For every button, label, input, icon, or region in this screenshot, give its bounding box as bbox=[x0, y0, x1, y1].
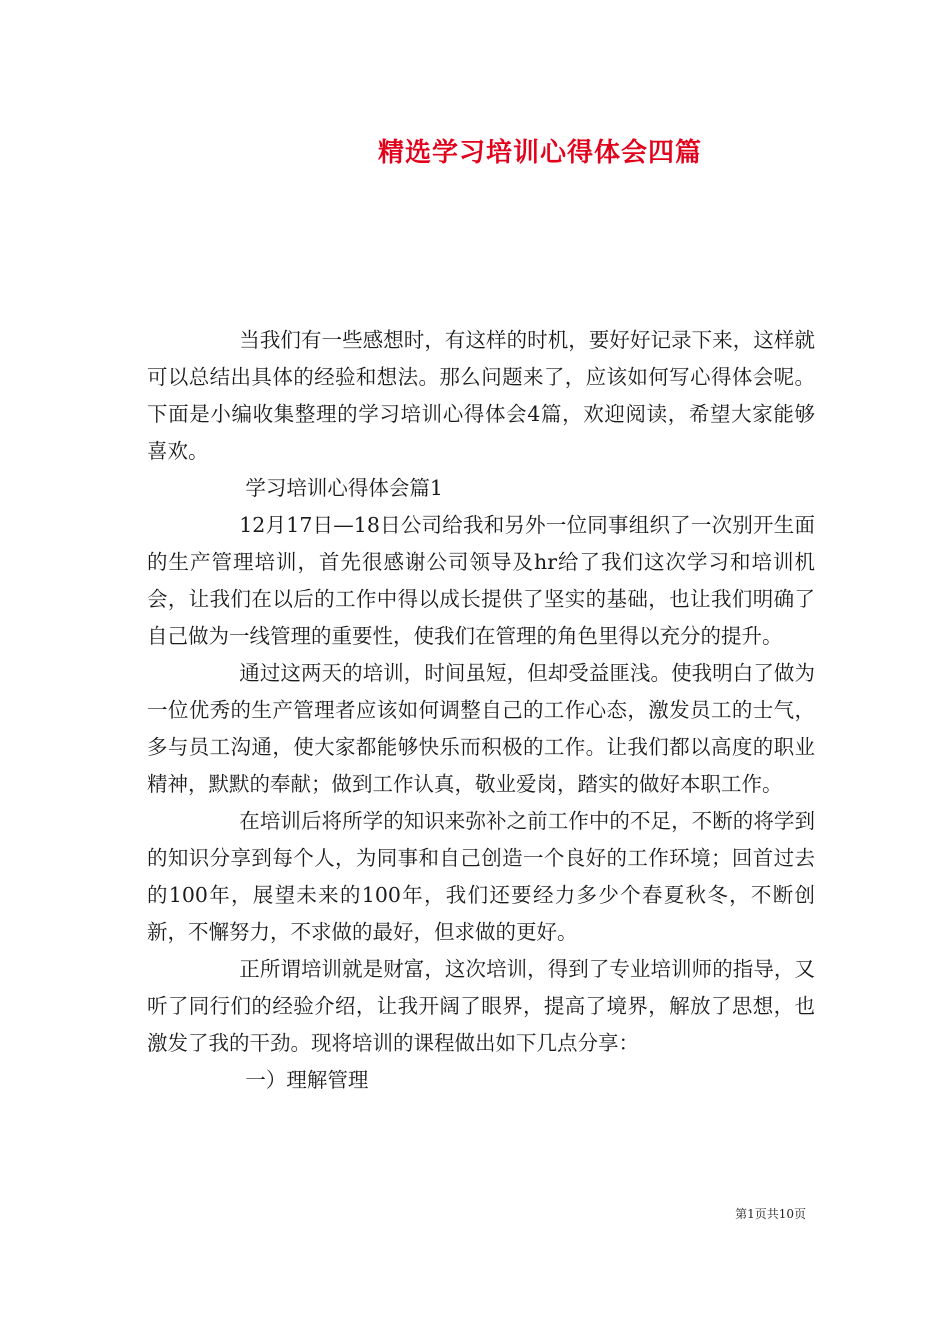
body-paragraph: 12月17日—18日公司给我和另外一位同事组织了一次别开生面的生产管理培训，首先很感谢公司领导及hr给了我们这次学习和培训机会，让我们在以后的工作中得以成长提供了坚实的基础，也让我们明确了自己做为一线管理的重要性，使我们在管理的角色里得以充分的提升。 bbox=[147, 513, 815, 648]
body-paragraph: 正所谓培训就是财富，这次培训，得到了专业培训师的指导，又听了同行们的经验介绍，让我开阔了眼界，提高了境界，解放了思想，也激发了我的干劲。现将培训的课程做出如下几点分享： bbox=[147, 957, 815, 1055]
subsection-heading: 一）理解管理 bbox=[245, 1068, 369, 1092]
document-body bbox=[147, 322, 815, 1099]
intro-paragraph: 当我们有一些感想时，有这样的时机，要好好记录下来，这样就可以总结出具体的经验和想法。那么问题来了，应该如何写心得体会呢。下面是小编收集整理的学习培训心得体会4篇，欢迎阅读，希望大家能够喜欢。 bbox=[147, 328, 815, 463]
document-title: 精选学习培训心得体会四篇 bbox=[377, 138, 702, 168]
body-paragraph: 在培训后将所学的知识来弥补之前工作中的不足，不断的将学到的知识分享到每个人，为同事和自己创造一个良好的工作环境；回首过去的100年，展望未来的100年，我们还要经力多少个春夏秋冬，不断创新，不懈努力，不求做的最好，但求做的更好。 bbox=[147, 809, 815, 944]
page-footer: 第1页共10页 bbox=[735, 1207, 806, 1221]
section-heading: 学习培训心得体会篇1 bbox=[245, 476, 443, 500]
body-paragraph: 通过这两天的培训，时间虽短，但却受益匪浅。使我明白了做为一位优秀的生产管理者应该如何调整自己的工作心态，激发员工的士气，多与员工沟通，使大家都能够快乐而积极的工作。让我们都以高度的职业精神，默默的奉献；做到工作认真，敬业爱岗，踏实的做好本职工作。 bbox=[147, 661, 815, 796]
